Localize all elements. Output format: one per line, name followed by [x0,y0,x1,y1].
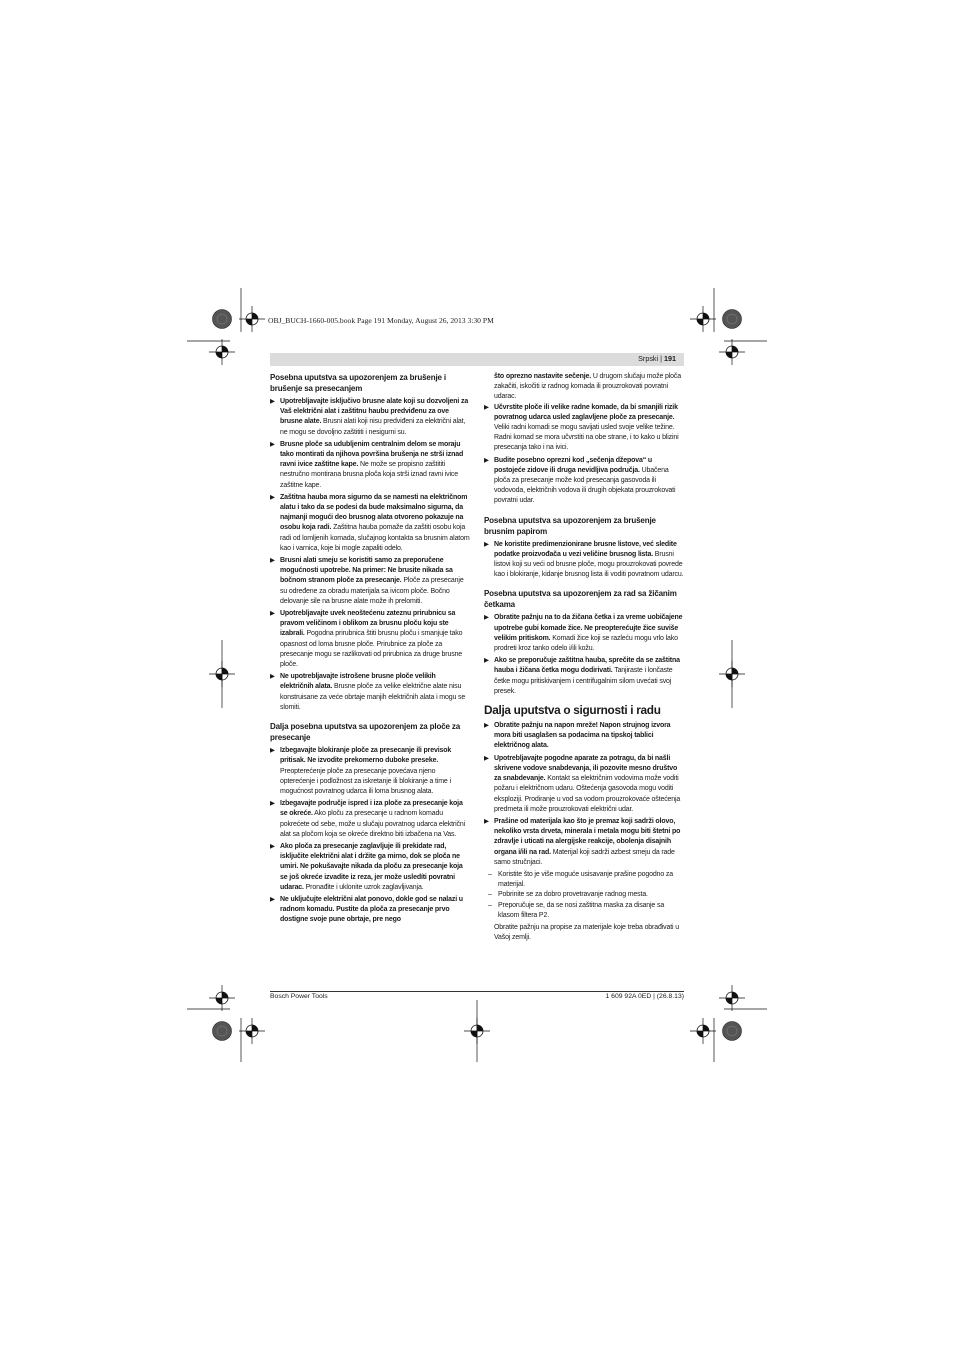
item-text: Ako ploču za presecanje u radnom komadu pokrećete od sebe, može u slučaju povratnog udarca električni alat sa pločom koja se okreće direktno biti izbačena na Vas. [280,810,466,838]
list-item [270,895,470,926]
item-bold: Izbegavajte blokiranje ploče za presecanje ili previsok pritisak. Ne izvodite prekomerno duboke preseke. [280,747,452,765]
item-bold: Ako ploča za presecanje zaglavljuje ili prekidate rad, isključite električni alat i držite ga mirno, dok se ploča ne umiri. Ne pokušavajte nikada da ploču za presecanje koja se još okreće izvadite iz reza, jer može usledíti povratni udarac. [280,842,463,891]
list-item [270,493,470,554]
item-text: Ne može se propisno zaštititi nestručno montirana brusna ploča koja strši iznad ravni ivice zaštitne kape. [280,461,458,489]
list-item [270,440,470,491]
bullet-arrow-icon: ▶ [484,817,489,825]
item-bold: Prašine od materijala kao što je premaz koji sadrži olovo, nekoliko vrsta drveta, minerala i metala mogu biti štetni po zdravlje i uticati na alergijske reakcije, obolenja disajnih organa i/ili na rad. [494,817,681,856]
dash-text: Pobrinite se za dobro provetravanje radnog mesta. [498,891,648,899]
bullet-arrow-icon: ▶ [484,722,489,730]
item-text: Preopterećenje ploče za presecanje povećava njeno opterećenje i podložnost za iskretanje ili blokiranje a time i mogućnost povratnog udarca ili loma brusnog alata. [280,767,451,795]
header-separator: | [660,354,662,363]
item-bold: Učvrstite ploče ili velike radne komade, da bi smanjili rizik povratnog udarca usled zaglavljene ploče za presecanje. [494,403,678,421]
section-heading: Posebna uputstva sa upozorenjem za brušenje brusnim papirom [484,515,656,536]
page-header-label [638,354,676,363]
footer-doc-code: 1 609 92A 0ED | (26.8.13) [605,993,684,1000]
bullet-arrow-icon: ▶ [270,842,275,850]
page-header-bar [270,353,684,366]
list-item [270,799,470,840]
dash-item [484,901,684,921]
item-text: Materijal koji sadrži azbest smeju da rade samo stručnjaci. [494,848,675,866]
bullet-arrow-icon: ▶ [270,398,275,405]
item-bold: Izbegavajte područje ispred i iza ploče za presecanje koja se okreće. [280,800,463,818]
item-bold: Obratite pažnju na to da žičana četka i za vreme uobičajene upotrebe gubi komade žice. Ne preopterećujte žice suviše velikim pritiskom. [494,614,683,642]
footer-rule [270,991,684,992]
item-text: Zaštitna hauba pomaže da zaštiti osobu koja radi od lomljenih komada, slučajnog kontakta sa brusnim alatom kao i varnica, koje bi mogle zapaliti odelo. [280,524,470,552]
list-item [484,456,684,507]
item-bold: Brusni alati smeju se koristiti samo za preporučene mogućnosti upotrebe. Na primer: Ne brusite nikada sa bočnom stranom ploče za presecanje. [280,557,453,585]
item-bold: Obratite pažnju na napon mreže! Napon strujnog izvora mora biti usaglašen sa podacima na tipskoj tablici električnog alata. [494,722,671,750]
item-text: Pogodna prirubnica štiti brusnu ploču i smanjuje tako opasnost od loma brusne ploče. Prirubnice za ploče za presecanje mogu se razlikovati od prirubnica za druge brusne ploče. [280,630,463,669]
bullet-arrow-icon: ▶ [270,610,275,618]
item-bold: Zaštitna hauba mora sigurno da se namesti na električnom alatu i tako da se podesi da bude maksimalno sigurna, da najmanji mogući deo brusnog alata otvoreno pokazuje na osobu koja radi. [280,493,468,532]
bullet-arrow-icon: ▶ [270,895,275,903]
item-text: Ubačena ploča za presecanje može kod presecanja gasovoda ili vodovoda, električnih vodova ili drugih objekata prouzrokovati povratni udar. [494,466,676,505]
list-item [270,609,470,670]
section-heading: Dalja posebna uputstva sa upozorenjem za ploče za presecanje [270,722,461,743]
list-item [270,746,470,797]
item-text: U drugom slučaju može ploča zakačiti, iskočiti iz radnog komada ili prouzrokovati povratni udarac. [494,373,682,401]
bullet-arrow-icon: ▶ [270,440,275,448]
bullet-arrow-icon: ▶ [270,800,275,808]
item-bold: Upotrebljavajte pogodne aparate za potragu, da bi našli skrivene vodove snabdevanja, ili pozovite mesno društvo za snabdevanje. [494,754,678,783]
item-text: Pronađite i uklonite uzrok zaglavljivanja. [303,883,424,891]
section-heading: Posebna uputstva sa upozorenjem za brušenje i brušenje sa presecanjem [270,373,446,393]
dash-text: Preporučuje se, da se nosi zaštitna maska za disanje sa klasom filtera P2. [498,901,665,919]
item-text: Brusni listovi koji su veći od brusne ploče, mogu prouzrokovati povrede kao i blokiranje, kidanje brusnog lista ili voditi povratnom udarcu. [494,550,684,579]
item-bold: Brusne ploče sa udubljenim centralnim delom se moraju tako montirati da njihova površina brušenja ne strši iznad ravni ivice zaštitne kape. [280,440,464,469]
list-item [270,672,470,713]
item-text: Veliki radni komadi se mogu savijati usled svoje velike težine. Radni komad se mora učvrstiti na obe strane, i to kako u blizini presecanja tako i na ivici. [494,424,679,452]
bullet-arrow-icon: ▶ [484,657,489,665]
bullet-arrow-icon: ▶ [270,747,275,755]
item-bold: Budite posebno oprezni kod „sečenja džepova“ u postojeće zidove ili druga nevidljiva područja. [494,456,653,474]
item-text: Tanjiraste i lončaste četke mogu pritiskivanjem i centrifugalnim silom uvećati svoj presek. [494,667,673,695]
footer-brand: Bosch Power Tools [270,993,328,1000]
left-column [270,372,470,928]
bullet-arrow-icon: ▶ [270,673,275,681]
item-bold: Ne uključujte električni alat ponovo, dokle god se nalazi u radnom komadu. Pustite da ploča za presecanje prvo dostigne svoje pune obrtaje, pre nego [280,895,463,924]
list-item [484,613,684,654]
list-item [484,540,684,581]
page-number: 191 [664,354,676,363]
bullet-arrow-icon: ▶ [484,540,489,548]
bullet-arrow-icon: ▶ [484,456,489,464]
item-bold: Upotrebljavajte isključivo brusne alate koji su dozvoljeni za Vaš električni alat i zaštitnu haubu predviđenu za ove brusne alate. [280,398,469,426]
dash-item [484,890,684,900]
list-item [270,397,470,438]
bullet-arrow-icon: ▶ [484,614,489,622]
print-slug-line: OBJ_BUCH-1660-005.book Page 191 Monday, August 26, 2013 3:30 PM [268,316,494,325]
item-bold: Ne upotrebljavajte istrošene brusne ploče velikih električnih alata. [280,673,436,691]
section-heading: Posebna uputstva sa upozorenjem za rad sa žičanim četkama [484,589,677,610]
item-bold: Ne koristite predimenzionirane brusne listove, već sledite podatke proizvođača u vezi veličine brusnog lista. [494,540,677,558]
bullet-arrow-icon: ▶ [484,403,489,411]
item-bold: Upotrebljavajte uvek neoštećenu zateznu prirubnicu sa pravom veličinom i oblikom za brusnu ploču koju ste izabrali. [280,610,456,638]
list-item [270,842,470,893]
item-text: Kontakt sa električnim vodovima može voditi požaru i električnom udaru. Oštećenja gasovoda mogu voditi eksploziji. Prodiranje u vod sa vodom prouzrokovaće oštećenja predmeta ili može prouzrokovati električni udar. [494,775,681,813]
item-text: Ploče za presecanje su određene za obradu materijala sa ivicom ploče. Bočno delovanje sile na brusne alate može ih prelomiti. [280,577,464,605]
header-language: Srpski [638,354,659,363]
item-text: Komadi žice koji se razleću mogu vrlo lako prodreti kroz tanko odelo i/ili kožu. [494,634,678,653]
closing-text: Obratite pažnju na propise za materijale koje treba obrađivati u Vašoj zemlji. [494,923,679,942]
right-column [484,372,684,943]
list-item [484,403,684,454]
list-item [270,556,470,607]
item-bold: što oprezno nastavite sečenje. [494,373,592,380]
bullet-arrow-icon: ▶ [270,557,275,565]
list-item [484,721,684,752]
bullet-arrow-icon: ▶ [270,493,275,501]
item-bold: Ako se preporučuje zaštitna hauba, sprečite da se zaštitna hauba i žičana četka mogu dodirivati. [494,657,680,675]
dash-icon: – [488,901,492,909]
list-item [484,656,684,697]
dash-icon: – [488,891,492,899]
dash-text: Koristite što je više moguće usisavanje prašine pogodno za materijal. [498,870,673,889]
dash-item [484,870,684,890]
list-item [484,817,684,868]
item-text: Brusni alati koji nisu predviđeni za električni alat, ne mogu se dovoljno zaštititi i nesigurni su. [280,418,466,436]
dash-icon: – [488,870,492,878]
main-section-heading: Dalja uputstva o sigurnosti i radu [484,703,661,718]
item-text: Brusne ploče za velike električne alate nisu konstruisane za veće obrtaje manjih električnih alata i mogu se slomiti. [280,683,466,711]
bullet-arrow-icon: ▶ [484,754,489,762]
continuation-text [484,372,684,403]
list-item [484,754,684,815]
